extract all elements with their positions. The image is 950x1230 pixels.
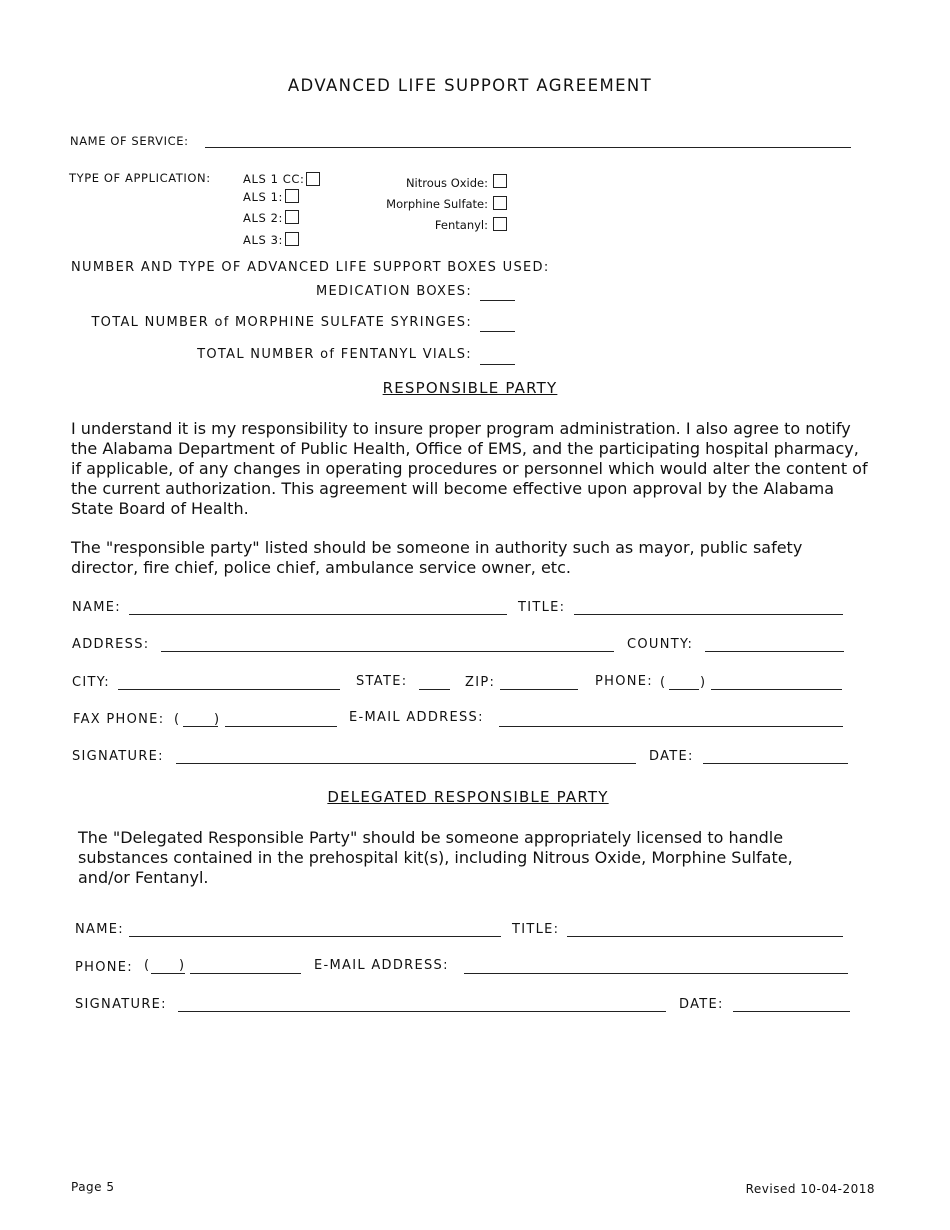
- als-1-label: ALS 1:: [243, 190, 284, 204]
- nitrous-oxide-label: Nitrous Oxide:: [405, 176, 488, 190]
- rp-date-input[interactable]: [703, 763, 848, 764]
- name-of-service-label: NAME OF SERVICE:: [70, 134, 189, 148]
- drp-email-label: E-MAIL ADDRESS:: [314, 958, 449, 973]
- fentanyl-vials-label: TOTAL NUMBER of FENTANYL VIALS:: [197, 347, 472, 362]
- drp-name-input[interactable]: [129, 936, 501, 937]
- rp-signature-label: SIGNATURE:: [72, 749, 164, 764]
- rp-county-input[interactable]: [705, 651, 844, 652]
- responsible-party-heading: RESPONSIBLE PARTY: [382, 379, 558, 397]
- nitrous-oxide-checkbox[interactable]: [493, 174, 507, 188]
- drp-signature-input[interactable]: [178, 1011, 666, 1012]
- delegated-party-paragraph: The "Delegated Responsible Party" should be someone appropriately licensed to handle substances contained in the prehospital kit(s), including Nitrous Oxide, Morphine Sulfate, and/or Fentanyl.: [78, 828, 793, 887]
- drp-date-label: DATE:: [679, 997, 724, 1012]
- fentanyl-vials-input[interactable]: [480, 364, 515, 365]
- page-number: Page 5: [71, 1180, 115, 1194]
- drp-name-label: NAME:: [75, 922, 124, 937]
- responsible-party-paragraph-2: The "responsible party" listed should be someone in authority such as mayor, public safety director, fire chief, police chief, ambulance service owner, etc.: [71, 538, 803, 577]
- rp-phone-paren-close: ): [700, 675, 707, 690]
- drp-signature-label: SIGNATURE:: [75, 997, 167, 1012]
- drp-phone-area-code-input[interactable]: [151, 973, 185, 974]
- als-2-label: ALS 2:: [243, 211, 284, 225]
- rp-fax-label: FAX PHONE:: [73, 712, 165, 727]
- rp-phone-label: PHONE:: [595, 674, 653, 689]
- drp-title-input[interactable]: [567, 936, 843, 937]
- rp-county-label: COUNTY:: [627, 637, 694, 652]
- rp-address-input[interactable]: [161, 651, 614, 652]
- drp-phone-label: PHONE:: [75, 960, 133, 975]
- rp-fax-paren-close: ): [214, 712, 221, 727]
- drp-email-input[interactable]: [464, 973, 848, 974]
- rp-city-input[interactable]: [118, 689, 340, 690]
- morphine-sulfate-checkbox[interactable]: [493, 196, 507, 210]
- als-3-checkbox[interactable]: [285, 232, 299, 246]
- rp-state-input[interactable]: [419, 689, 450, 690]
- rp-signature-input[interactable]: [176, 763, 636, 764]
- rp-zip-input[interactable]: [500, 689, 578, 690]
- rp-name-label: NAME:: [72, 600, 121, 615]
- rp-fax-paren-open: (: [174, 712, 181, 727]
- rp-title-input[interactable]: [574, 614, 843, 615]
- delegated-party-heading: DELEGATED RESPONSIBLE PARTY: [327, 788, 609, 806]
- rp-date-label: DATE:: [649, 749, 694, 764]
- responsible-party-paragraph-1: I understand it is my responsibility to insure proper program administration. I also agree to notify the Alabama Department of Public Health, Office of EMS, and the participating hospital pharmacy, if applicable, of any changes in operating procedures or personnel which would alter the content of the current authorization. This agreement will become effective upon approval by the Alabama State Board of Health.: [71, 419, 868, 518]
- rp-phone-paren-open: (: [660, 675, 667, 690]
- rp-fax-input[interactable]: [225, 726, 337, 727]
- rp-state-label: STATE:: [356, 674, 408, 689]
- drp-phone-input[interactable]: [190, 973, 301, 974]
- als-3-label: ALS 3:: [243, 233, 284, 247]
- page-title: ADVANCED LIFE SUPPORT AGREEMENT: [287, 76, 653, 95]
- fentanyl-label: Fentanyl:: [434, 218, 488, 232]
- drp-title-label: TITLE:: [512, 922, 560, 937]
- rp-fax-area-code-input[interactable]: [183, 726, 218, 727]
- rp-city-label: CITY:: [72, 675, 110, 690]
- morphine-syringes-label: TOTAL NUMBER of MORPHINE SULFATE SYRINGES:: [91, 315, 472, 330]
- rp-name-input[interactable]: [129, 614, 507, 615]
- als-1cc-label: ALS 1 CC:: [243, 172, 305, 186]
- drp-phone-paren-close: ): [179, 958, 186, 973]
- name-of-service-input[interactable]: [205, 147, 851, 148]
- revision-date: Revised 10-04-2018: [745, 1182, 875, 1196]
- rp-zip-label: ZIP:: [465, 675, 496, 690]
- rp-email-label: E-MAIL ADDRESS:: [349, 710, 484, 725]
- rp-phone-input[interactable]: [711, 689, 842, 690]
- rp-phone-area-code-input[interactable]: [669, 689, 699, 690]
- morphine-syringes-input[interactable]: [480, 331, 515, 332]
- drp-date-input[interactable]: [733, 1011, 850, 1012]
- fentanyl-checkbox[interactable]: [493, 217, 507, 231]
- rp-address-label: ADDRESS:: [72, 637, 150, 652]
- rp-email-input[interactable]: [499, 726, 843, 727]
- rp-title-label: TITLE:: [518, 600, 566, 615]
- boxes-heading: NUMBER AND TYPE OF ADVANCED LIFE SUPPORT BOXES USED:: [71, 260, 550, 275]
- als-1cc-checkbox[interactable]: [306, 172, 320, 186]
- type-of-application-label: TYPE OF APPLICATION:: [69, 171, 211, 185]
- als-1-checkbox[interactable]: [285, 189, 299, 203]
- medication-boxes-input[interactable]: [480, 300, 515, 301]
- drp-phone-paren-open: (: [144, 958, 151, 973]
- medication-boxes-label: MEDICATION BOXES:: [315, 284, 472, 299]
- als-2-checkbox[interactable]: [285, 210, 299, 224]
- morphine-sulfate-label: Morphine Sulfate:: [386, 197, 488, 211]
